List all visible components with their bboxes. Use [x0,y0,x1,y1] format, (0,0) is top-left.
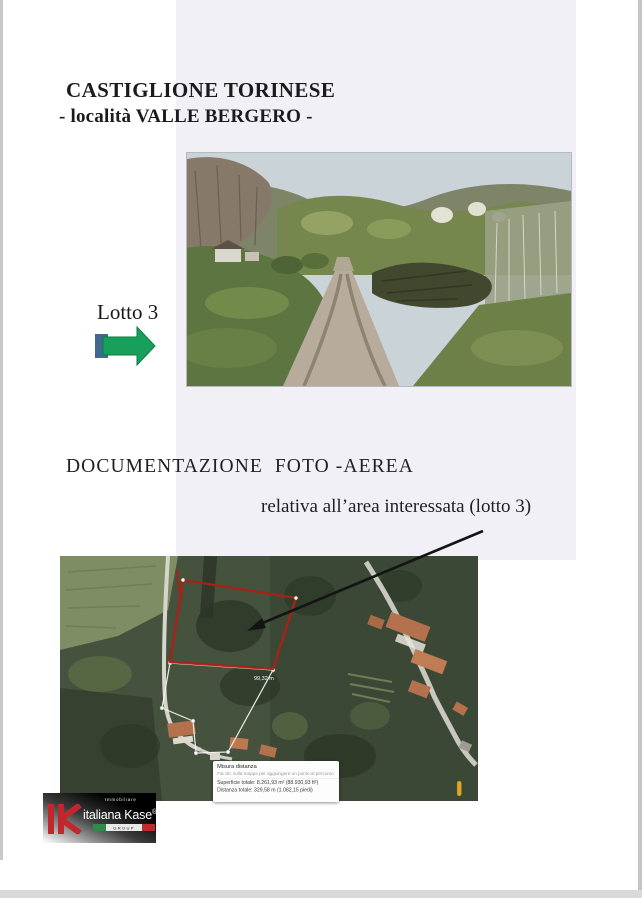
document-title: CASTIGLIONE TORINESE [66,78,336,102]
green-arrow [103,327,155,365]
logo-flag-stripe [93,824,155,831]
segment-distance-label: 99,32 m [254,676,274,682]
agency-logo [43,793,156,843]
landscape-photo [186,152,572,387]
lot-label: Lotto 3 [97,300,159,324]
blossom-tree [431,207,453,223]
logo-top-text: Immobiliare [105,797,137,802]
section-subheading: relativa all’area interessata (lotto 3) [261,496,532,517]
info-box-distance: Distanza totale: 329,58 m (1.082,15 piedi) [217,787,313,793]
info-box-title: Misura distanza [217,763,257,770]
flag-red [142,824,155,831]
flag-green [93,824,106,831]
landscape-photo-illustration [187,153,571,386]
measure-info-box [213,761,339,802]
info-box-hint: Fai clic sulla mappa per aggiungere un punto al percorso [217,771,339,779]
document-subtitle: - località VALLE BERGERO - [59,106,313,127]
logo-group-text: GROUP [113,825,135,830]
page-edge-left [0,0,3,860]
pegman-icon [457,781,462,796]
registered-mark: ® [151,808,157,816]
page-edge-right [638,0,642,898]
logo-brand-text: italiana Kase® [83,808,157,822]
lot-arrow-icon [95,325,157,367]
page-edge-bottom [0,890,642,898]
section-heading: DOCUMENTAZIONE FOTO -AEREA [66,456,414,477]
ik-monogram-icon [48,804,82,834]
house-wall [215,249,241,262]
info-box-area: Superficie totale: 8.261,93 m² (88.930,93 ft²) [217,780,319,786]
